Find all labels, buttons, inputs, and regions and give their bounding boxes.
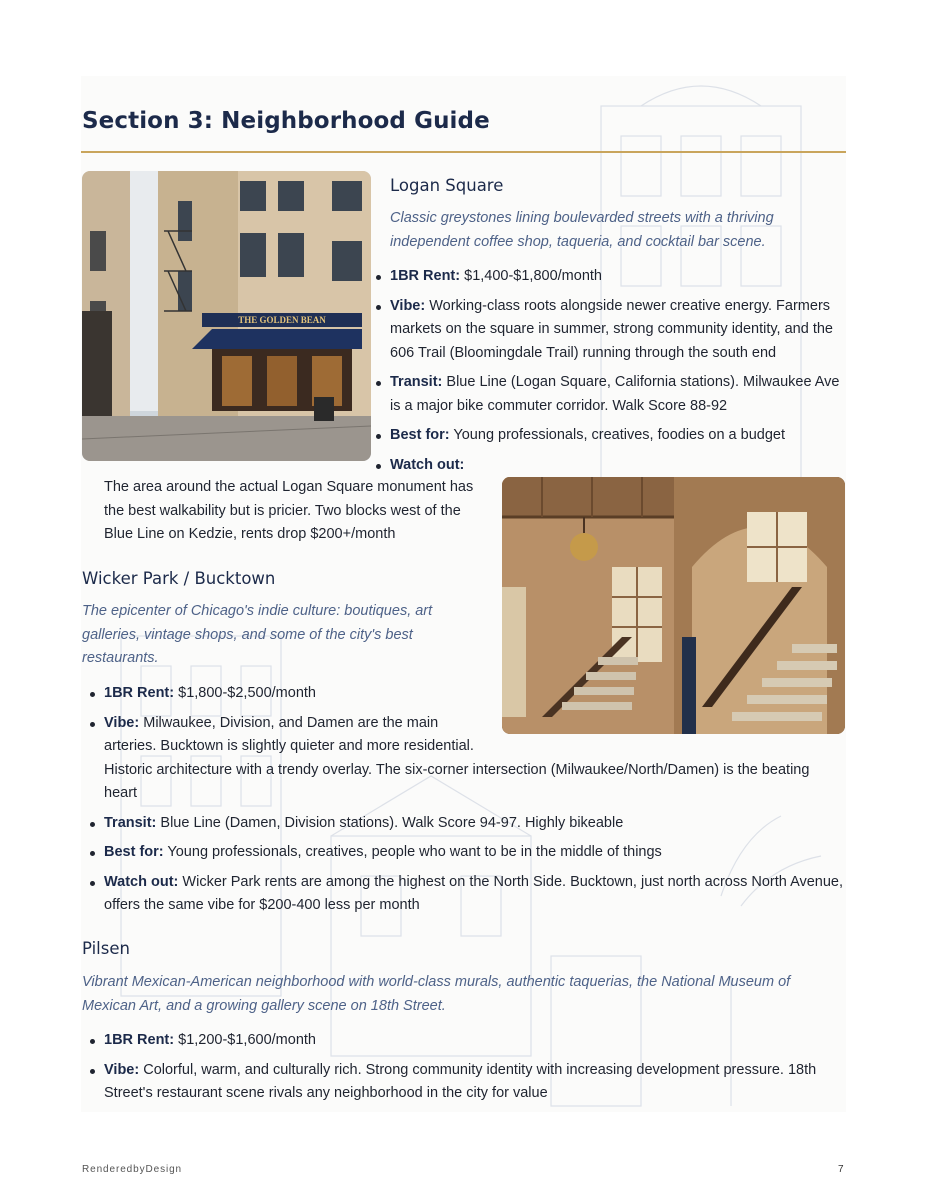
list-item (104, 841, 844, 865)
wicker-park-tagline: The epicenter of Chicago's indie culture: boutiques, art galleries, vintage shops, and some of the city's best restaurants. (82, 603, 433, 666)
pilsen-details (104, 1029, 834, 1112)
best-for-label: Best for: (390, 427, 450, 443)
best-for-value: Young professionals, creatives, people who want to be in the middle of things (167, 844, 662, 860)
list-item (390, 371, 845, 418)
transit-label: Transit: (390, 374, 443, 390)
vibe-label: Vibe: (390, 297, 426, 314)
list-item (390, 265, 845, 289)
section-title: Section 3: Neighborhood Guide (82, 108, 490, 134)
vibe-value: Milwaukee, Division, and Damen are the main arteries. Bucktown is slightly quieter and more residential. (104, 714, 474, 754)
logan-square-tagline: Classic greystones lining boulevarded streets with a thriving independent coffee shop, taqueria, and cocktail bar scene. (390, 210, 774, 250)
footer-brand: RenderedbyDesign (82, 1164, 183, 1175)
list-item (390, 454, 845, 478)
wicker-park-details (104, 682, 844, 924)
rent-label: 1BR Rent: (390, 268, 461, 284)
rent-value: $1,400-$1,800/month (464, 268, 602, 284)
page-number: 7 (838, 1164, 844, 1175)
pilsen-tagline: Vibrant Mexican-American neighborhood with world-class murals, authentic taquerias, the National Museum of Mexican Art, and a growing gallery scene on 18th Street. (82, 974, 791, 1014)
storefront-sign: THE GOLDEN BEAN (238, 315, 326, 325)
logan-square-heading: Logan Square (390, 176, 504, 195)
list-item (390, 424, 845, 448)
list-item (104, 871, 844, 918)
watch-out-value: Wicker Park rents are among the highest on the North Side. Bucktown, just north across North Avenue, offers the same vibe for $200-400 less per month (104, 873, 844, 913)
logan-square-details (390, 265, 845, 483)
title-divider (81, 151, 846, 153)
best-for-value: Young professionals, creatives, foodies on a budget (453, 427, 785, 443)
pilsen-heading: Pilsen (82, 939, 130, 958)
vibe-value: Colorful, warm, and culturally rich. Strong community identity with increasing development pressure. 18th Street's restaurant scene rivals any neighborhood in the city for value (104, 1061, 817, 1101)
watch-out-label: Watch out: (104, 873, 179, 890)
best-for-label: Best for: (104, 844, 164, 860)
list-item (104, 712, 844, 806)
rent-value: $1,200-$1,600/month (178, 1032, 316, 1048)
vibe-value-continued: Historic architecture with a trendy overlay. The six-corner intersection (Milwaukee/North/Damen) is the beating heart (104, 761, 810, 801)
transit-label: Transit: (104, 814, 157, 831)
transit-value: Blue Line (Logan Square, California stations). Milwaukee Ave is a major bike commuter corridor. Walk Score 88-92 (390, 374, 840, 414)
list-item (104, 682, 844, 706)
vibe-value: Working-class roots alongside newer creative energy. Farmers markets on the square in summer, strong community identity, and the 606 Trail (Bloomingdale Trail) running through the south end (390, 297, 833, 361)
logan-square-photo (82, 171, 371, 461)
rent-label: 1BR Rent: (104, 1032, 175, 1048)
vibe-label: Vibe: (104, 1061, 140, 1078)
transit-value: Blue Line (Damen, Division stations). Walk Score 94-97. Highly bikeable (160, 814, 624, 831)
rent-label: 1BR Rent: (104, 685, 175, 701)
watch-out-label: Watch out: (390, 456, 465, 473)
wicker-park-heading: Wicker Park / Bucktown (82, 569, 276, 588)
list-item (104, 812, 844, 836)
list-item (104, 1059, 834, 1106)
list-item (390, 295, 845, 366)
vibe-label: Vibe: (104, 714, 140, 731)
rent-value: $1,800-$2,500/month (178, 685, 316, 701)
list-item (104, 1029, 834, 1053)
logan-square-watch-out-text: The area around the actual Logan Square monument has the best walkability but is pricier. Two blocks west of the Blue Line on Kedzie, rents drop $200+/month (104, 479, 474, 542)
